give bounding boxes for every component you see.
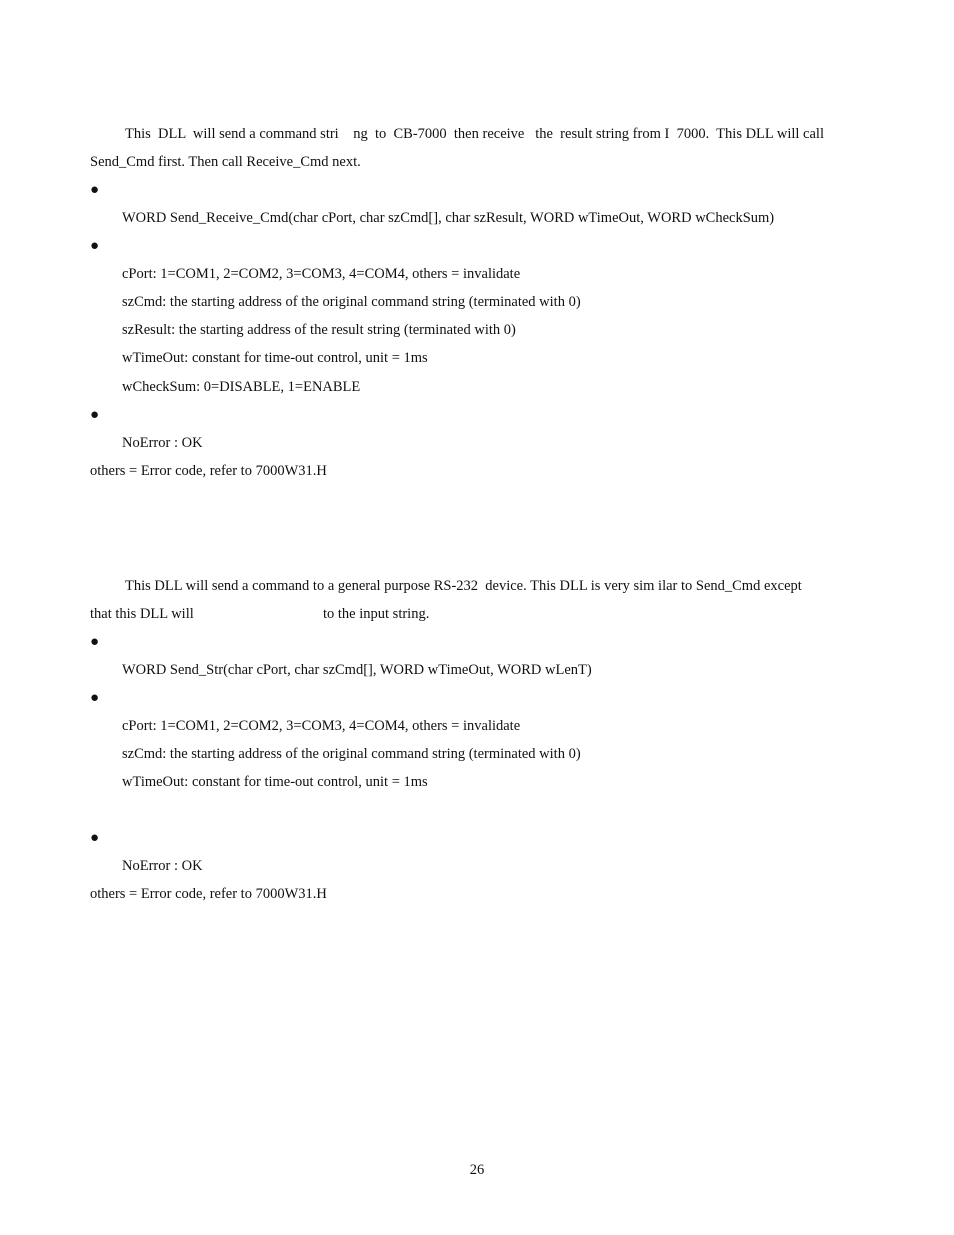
- return-noerror-2: NoError : OK: [122, 858, 203, 874]
- return-noerror: NoError : OK: [122, 435, 203, 451]
- section2-intro-line2a: that this DLL will: [90, 606, 194, 622]
- bullet-syntax-1: ●: [90, 182, 100, 198]
- syntax-send-str: WORD Send_Str(char cPort, char szCmd[], WORD wTimeOut, WORD wLenT): [122, 662, 592, 678]
- bullet-params-2: ●: [90, 690, 100, 706]
- section2-intro-line2b: to the input string.: [323, 606, 430, 622]
- param-cport-2: cPort: 1=COM1, 2=COM2, 3=COM3, 4=COM4, others = invalidate: [122, 718, 521, 734]
- param-szcmd-2: szCmd: the starting address of the original command string (terminated with 0): [122, 746, 581, 762]
- param-wtimeout: wTimeOut: constant for time-out control, unit = 1ms: [122, 350, 428, 366]
- section1-intro-line2: Send_Cmd first. Then call Receive_Cmd next.: [90, 154, 361, 170]
- page-number: 26: [469, 1162, 485, 1178]
- section2-intro-line1: This DLL will send a command to a general purpose RS-232 device. This DLL is very sim ilar to Send_Cmd except: [125, 578, 802, 594]
- bullet-return-1: ●: [90, 407, 100, 423]
- bullet-return-2: ●: [90, 830, 100, 846]
- param-wchecksum: wCheckSum: 0=DISABLE, 1=ENABLE: [122, 379, 361, 395]
- param-szcmd: szCmd: the starting address of the original command string (terminated with 0): [122, 294, 581, 310]
- param-wtimeout-2: wTimeOut: constant for time-out control, unit = 1ms: [122, 774, 428, 790]
- return-others: others = Error code, refer to 7000W31.H: [90, 463, 327, 479]
- bullet-params-1: ●: [90, 238, 100, 254]
- section1-intro-line1: This DLL will send a command stri ng to CB-7000 then receive the result string from I 7000. This DLL will call: [125, 126, 824, 142]
- param-szresult: szResult: the starting address of the result string (terminated with 0): [122, 322, 516, 338]
- bullet-syntax-2: ●: [90, 634, 100, 650]
- param-cport: cPort: 1=COM1, 2=COM2, 3=COM3, 4=COM4, others = invalidate: [122, 266, 521, 282]
- syntax-send-receive-cmd: WORD Send_Receive_Cmd(char cPort, char szCmd[], char szResult, WORD wTimeOut, WORD wCheckSum): [122, 210, 775, 226]
- return-others-2: others = Error code, refer to 7000W31.H: [90, 886, 327, 902]
